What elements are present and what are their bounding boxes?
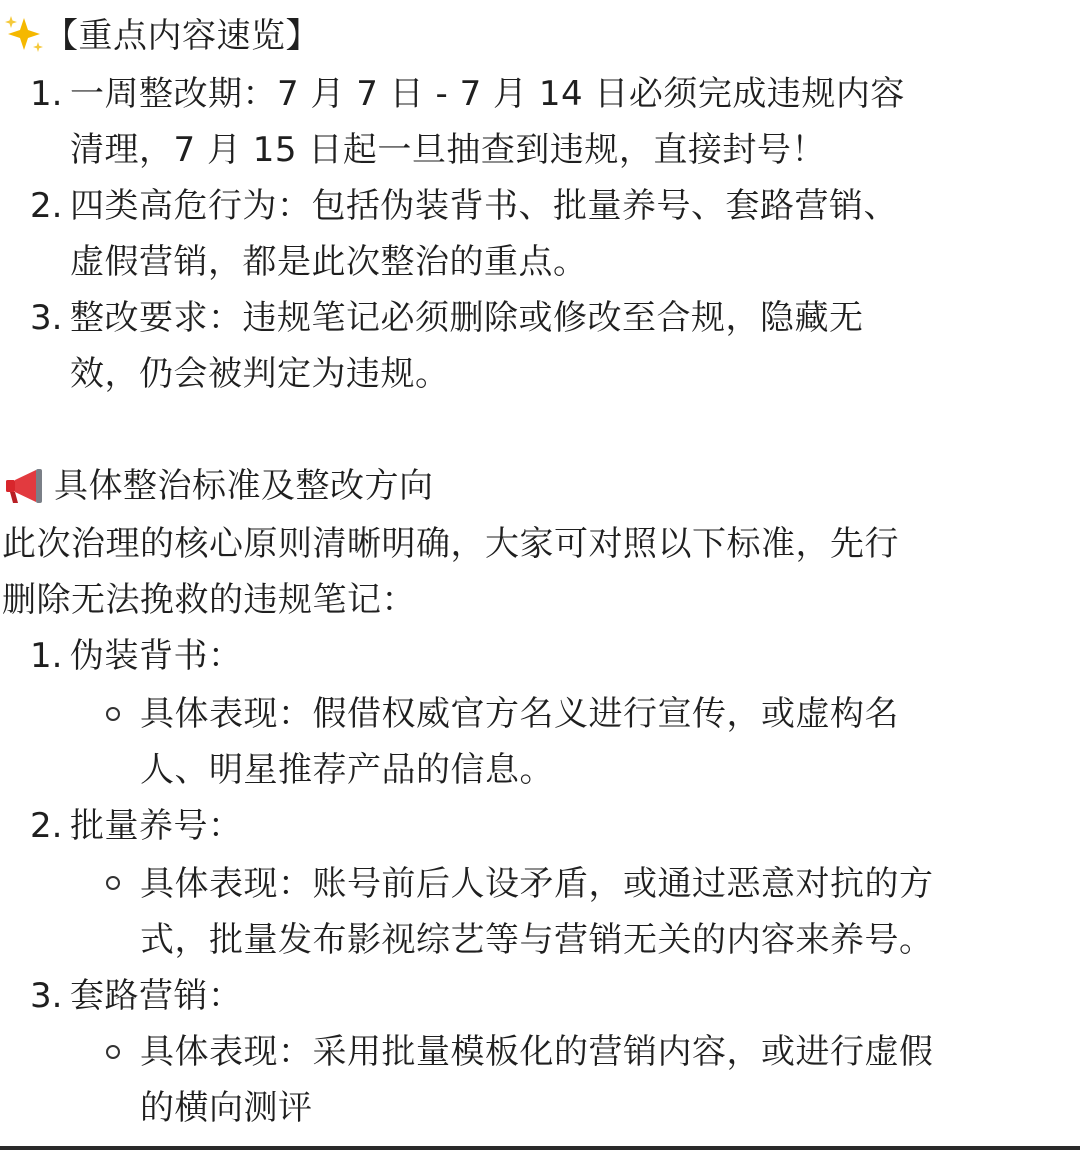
standard-item-1-detail-line-1: 具体表现：假借权威官方名义进行宣传，或虚构名 <box>140 694 899 734</box>
standards-heading: 具体整治标准及整改方向 <box>54 466 434 506</box>
highlight-item-2-line-1: 四类高危行为：包括伪装背书、批量养号、套路营销、 <box>70 186 898 226</box>
sparkles-icon <box>2 12 46 56</box>
standard-item-1-detail-line-2: 人、明星推荐产品的信息。 <box>140 750 554 790</box>
megaphone-icon <box>2 466 48 506</box>
standard-item-2-title: 批量养号： <box>70 806 243 846</box>
hollow-circle-bullet-icon <box>106 876 120 890</box>
standard-item-3-title: 套路营销： <box>70 976 243 1016</box>
highlight-item-2-line-2: 虚假营销，都是此次整治的重点。 <box>70 242 588 282</box>
standard-item-2-detail-line-2: 式，批量发布影视综艺等与营销无关的内容来养号。 <box>140 920 934 960</box>
standard-item-2-detail-line-1: 具体表现：账号前后人设矛盾，或通过恶意对抗的方 <box>140 864 934 904</box>
standards-intro-line-2: 删除无法挽救的违规笔记： <box>2 580 416 620</box>
bottom-divider <box>0 1146 1080 1150</box>
highlight-item-1-line-2: 清理，7 月 15 日起一旦抽查到违规，直接封号！ <box>70 130 826 170</box>
highlight-item-3-line-1: 整改要求：违规笔记必须删除或修改至合规，隐藏无 <box>70 298 864 338</box>
hollow-circle-bullet-icon <box>106 707 120 721</box>
standard-item-2-number: 2. <box>30 806 63 846</box>
standard-item-1-number: 1. <box>30 636 63 676</box>
standard-item-1-title: 伪装背书： <box>70 636 243 676</box>
highlight-item-1-line-1: 一周整改期：7 月 7 日 - 7 月 14 日必须完成违规内容 <box>70 74 905 114</box>
highlight-item-3-line-2: 效，仍会被判定为违规。 <box>70 354 450 394</box>
highlight-item-2-number: 2. <box>30 186 63 226</box>
highlights-heading: 【重点内容速览】 <box>44 16 320 56</box>
hollow-circle-bullet-icon <box>106 1045 120 1059</box>
standard-item-3-number: 3. <box>30 976 63 1016</box>
standard-item-3-detail-line-2: 的横向测评 <box>140 1088 313 1128</box>
standard-item-3-detail-line-1: 具体表现：采用批量模板化的营销内容，或进行虚假 <box>140 1032 934 1072</box>
standards-intro-line-1: 此次治理的核心原则清晰明确，大家可对照以下标准，先行 <box>2 524 899 564</box>
highlight-item-1-number: 1. <box>30 74 63 114</box>
highlight-item-3-number: 3. <box>30 298 63 338</box>
